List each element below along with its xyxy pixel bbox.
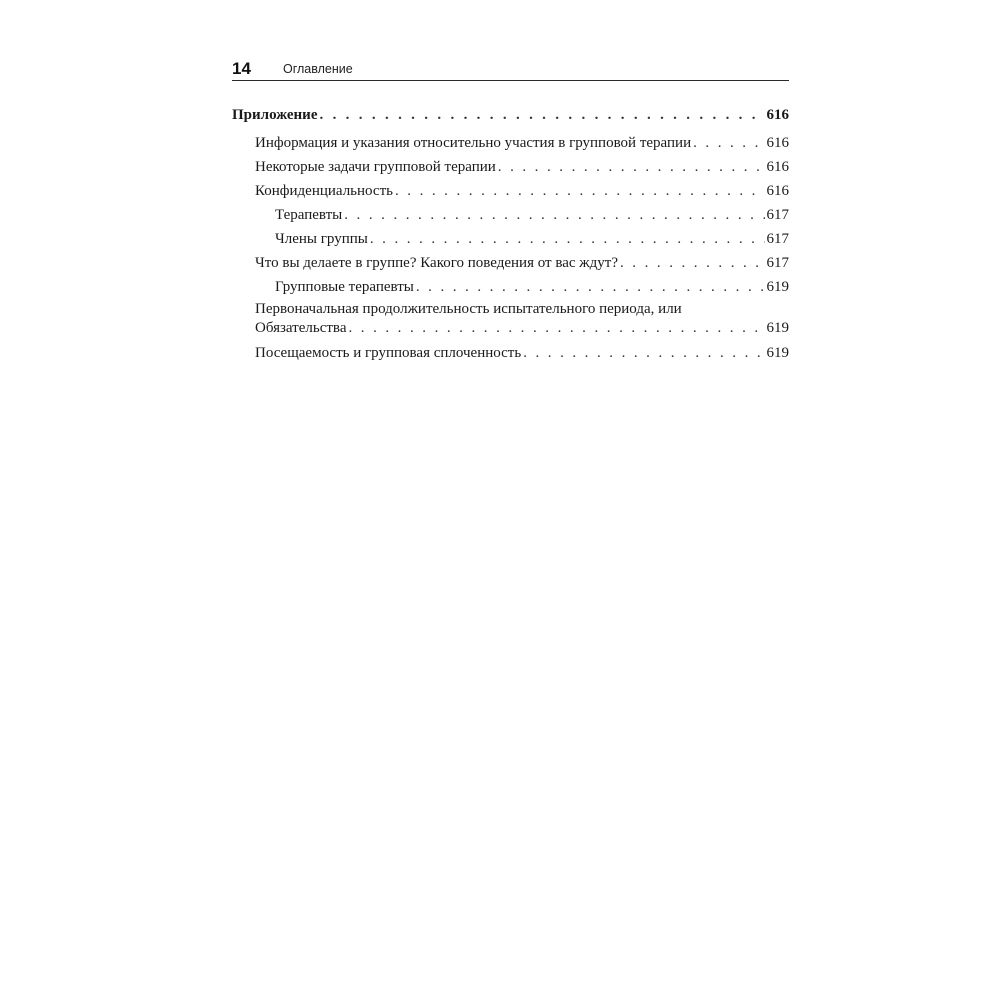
toc-entry-page: 617 bbox=[766, 231, 789, 247]
toc-entry-therapists[interactable] bbox=[232, 204, 789, 228]
toc-entry-therapy-tasks[interactable] bbox=[232, 156, 789, 180]
toc-entry-title: Некоторые задачи групповой терапии bbox=[255, 159, 496, 175]
toc-entry-participation-info[interactable] bbox=[232, 132, 789, 156]
toc-entry-group-members[interactable] bbox=[232, 228, 789, 252]
dot-leader bbox=[344, 204, 764, 226]
toc-entry-page: 616 bbox=[766, 107, 789, 123]
toc-entry-trial-period[interactable] bbox=[232, 300, 789, 342]
toc-entry-page: 616 bbox=[766, 135, 789, 151]
dot-leader bbox=[416, 276, 765, 298]
toc-entry-group-behavior[interactable] bbox=[232, 252, 789, 276]
toc-entry-confidentiality[interactable] bbox=[232, 180, 789, 204]
toc-entry-page: 617 bbox=[766, 207, 789, 223]
toc-entry-page: 616 bbox=[766, 159, 789, 175]
running-head bbox=[232, 58, 789, 81]
toc-entry-page: 616 bbox=[766, 183, 789, 199]
toc-entry-title: Что вы делаете в группе? Какого поведения от вас ждут? bbox=[255, 255, 618, 271]
toc-entry-group-therapists[interactable] bbox=[232, 276, 789, 300]
section-title: Оглавление bbox=[283, 62, 353, 76]
dot-leader bbox=[395, 180, 765, 202]
toc-entry-page: 619 bbox=[766, 320, 789, 336]
toc-entry-page: 617 bbox=[766, 255, 789, 271]
toc-entry-title-line2-row bbox=[255, 318, 789, 338]
toc-entry-title: Информация и указания относительно участия в групповой терапии bbox=[255, 135, 692, 151]
toc-entry-title: Групповые терапевты bbox=[275, 279, 414, 295]
toc-entry-title-line2: Обязательства bbox=[255, 320, 347, 336]
toc-entry-title: Терапевты bbox=[275, 207, 343, 223]
toc-entry-title: Посещаемость и групповая сплоченность bbox=[255, 345, 522, 361]
toc-entry-title: Приложение bbox=[232, 107, 318, 123]
toc-entry-page: 619 bbox=[766, 279, 789, 295]
dot-leader bbox=[370, 228, 765, 250]
dot-leader bbox=[693, 132, 764, 154]
toc-entry-title: Конфиденциальность bbox=[255, 183, 393, 199]
dot-leader bbox=[319, 104, 764, 126]
toc-entry-attendance-cohesion[interactable] bbox=[232, 342, 789, 366]
dot-leader bbox=[498, 156, 765, 178]
dot-leader bbox=[523, 342, 764, 364]
table-of-contents bbox=[232, 104, 789, 366]
toc-entry-page: 619 bbox=[766, 345, 789, 361]
page-number: 14 bbox=[232, 59, 251, 78]
dot-leader bbox=[348, 318, 764, 338]
dot-leader bbox=[620, 252, 765, 274]
toc-entry-title: Члены группы bbox=[275, 231, 368, 247]
toc-entry-appendix[interactable] bbox=[232, 104, 789, 132]
toc-entry-title-line1: Первоначальная продолжительность испытательного периода, или bbox=[255, 301, 682, 317]
